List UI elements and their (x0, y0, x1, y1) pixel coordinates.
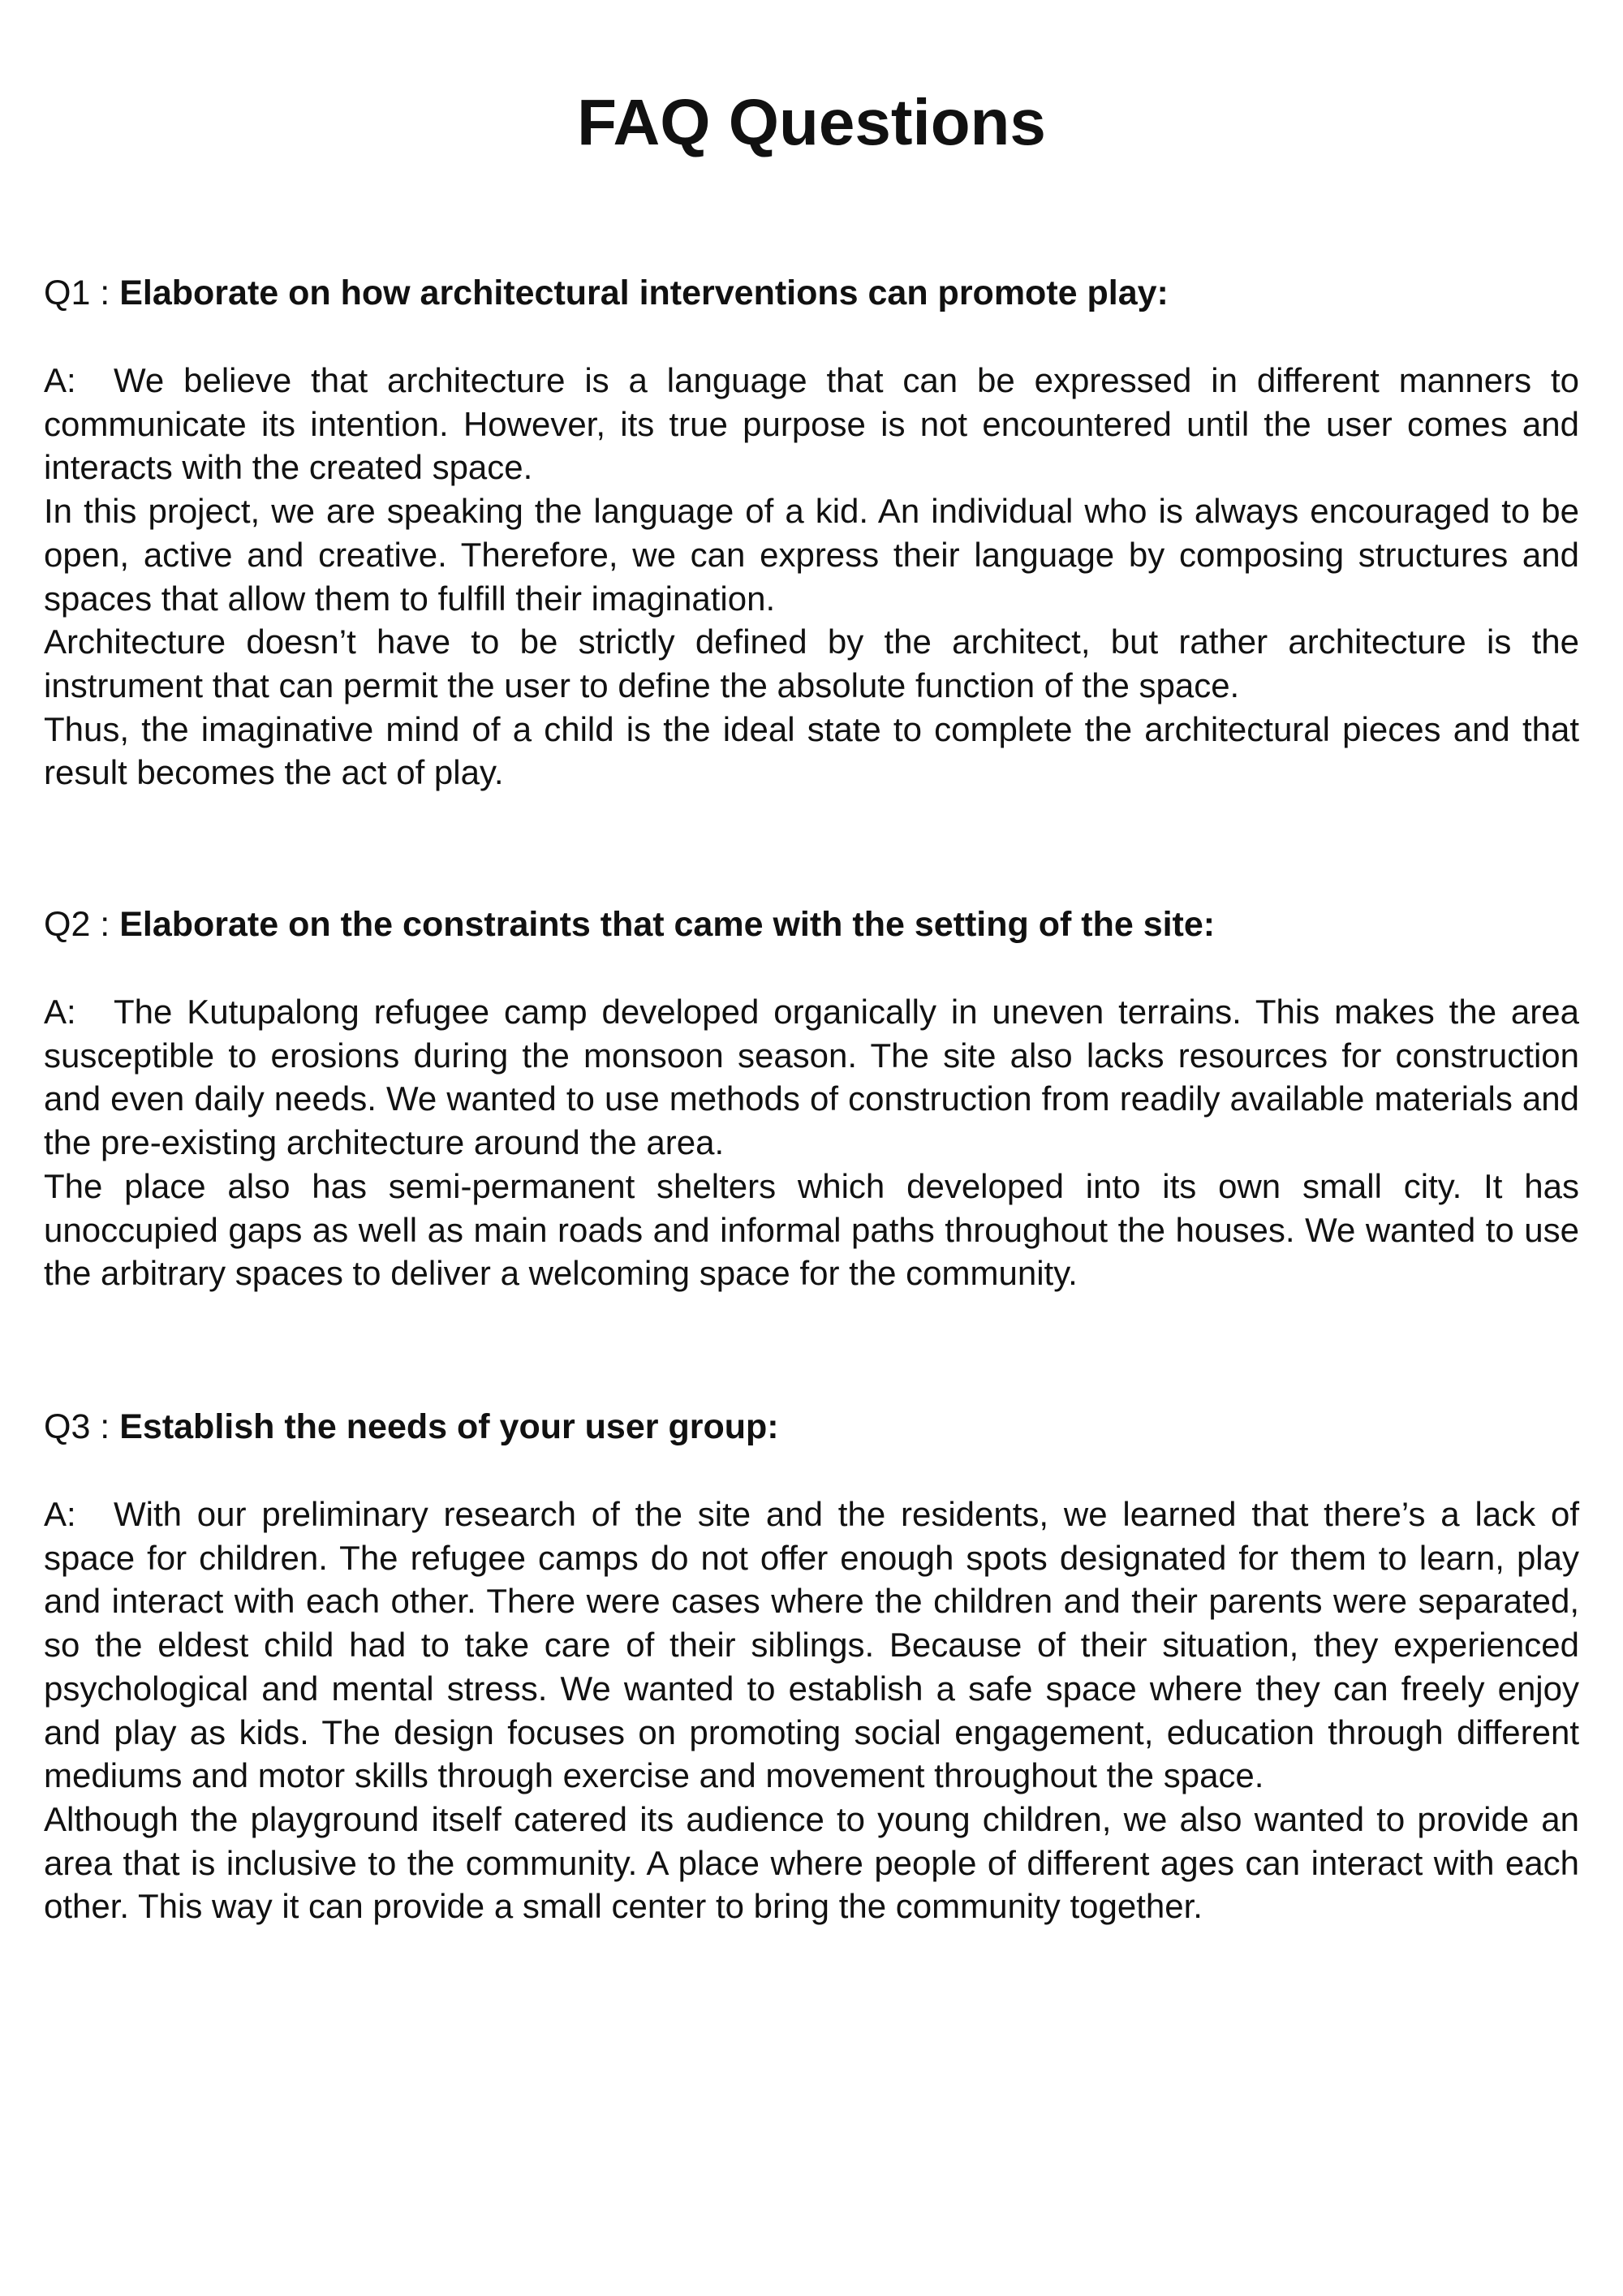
answer-block (44, 990, 1579, 1295)
answer-paragraph (44, 1493, 1579, 1798)
question-text: Establish the needs of your user group: (119, 1407, 779, 1446)
question-text: Elaborate on the constraints that came with the setting of the site: (119, 905, 1216, 944)
answer-block (44, 1493, 1579, 1928)
answer-text: The Kutupalong refugee camp developed organically in uneven terrains. This makes the area susceptible to erosions during the monsoon season. The site also lacks resources for construction and even daily needs. We wanted to use methods of construction from readily available materials and the pre-existing architecture around the area. (44, 993, 1579, 1162)
question-heading (44, 271, 1579, 315)
answer-paragraph: Thus, the imaginative mind of a child is the ideal state to complete the architectural pieces and that result becomes the act of play. (44, 709, 1579, 792)
faq-item-q2 (44, 902, 1579, 1295)
page-title: FAQ Questions (577, 86, 1046, 158)
answer-paragraph: The place also has semi-permanent shelters which developed into its own small city. It has unoccupied gaps as well as main roads and informal paths throughout the houses. We wanted to use the arbitrary spaces to deliver a welcoming space for the community. (44, 1166, 1579, 1293)
answer-label: A: (44, 1495, 76, 1533)
answer-paragraph: In this project, we are speaking the language of a kid. An individual who is always encouraged to be open, active and creative. Therefore, we can express their language by composing structures and spaces that allow them to fulfill their imagination. (44, 492, 1579, 618)
faq-item-q3 (44, 1405, 1579, 1928)
answer-paragraph: Although the playground itself catered its audience to young children, we also wanted to provide an area that is inclusive to the community. A place where people of different ages can interact with each other. This way it can provide a small center to bring the community together. (44, 1799, 1579, 1926)
answer-block (44, 359, 1579, 795)
question-text: Elaborate on how architectural interventions can promote play: (119, 274, 1169, 312)
answer-paragraph (44, 990, 1579, 1165)
question-label: Q2 : (44, 905, 120, 944)
answer-text: With our preliminary research of the site and the residents, we learned that there’s a lack of space for children. The refugee camps do not offer enough spots designated for them to learn, play and interact with each other. There were cases where the children and their parents were separated, so the eldest child had to take care of their siblings. Because of their situation, they experienced psychological and mental stress. We wanted to establish a safe space where they can freely enjoy and play as kids. The design focuses on promoting social engagement, education through different mediums and motor skills through exercise and movement throughout the space. (44, 1495, 1579, 1795)
question-label: Q1 : (44, 274, 110, 312)
question-label: Q3 : (44, 1407, 110, 1446)
question-heading (44, 902, 1579, 946)
answer-label: A: (44, 993, 76, 1031)
answer-label: A: (44, 361, 76, 399)
answer-paragraph (44, 359, 1579, 489)
faq-item-q1 (44, 271, 1579, 795)
question-heading (44, 1405, 1579, 1449)
answer-text: We believe that architecture is a language that can be expressed in different manners to communicate its intention. However, its true purpose is not encountered until the user comes and interacts with the created space. (44, 361, 1579, 487)
answer-paragraph: Architecture doesn’t have to be strictly defined by the architect, but rather architecture is the instrument that can permit the user to define the absolute function of the space. (44, 622, 1579, 704)
